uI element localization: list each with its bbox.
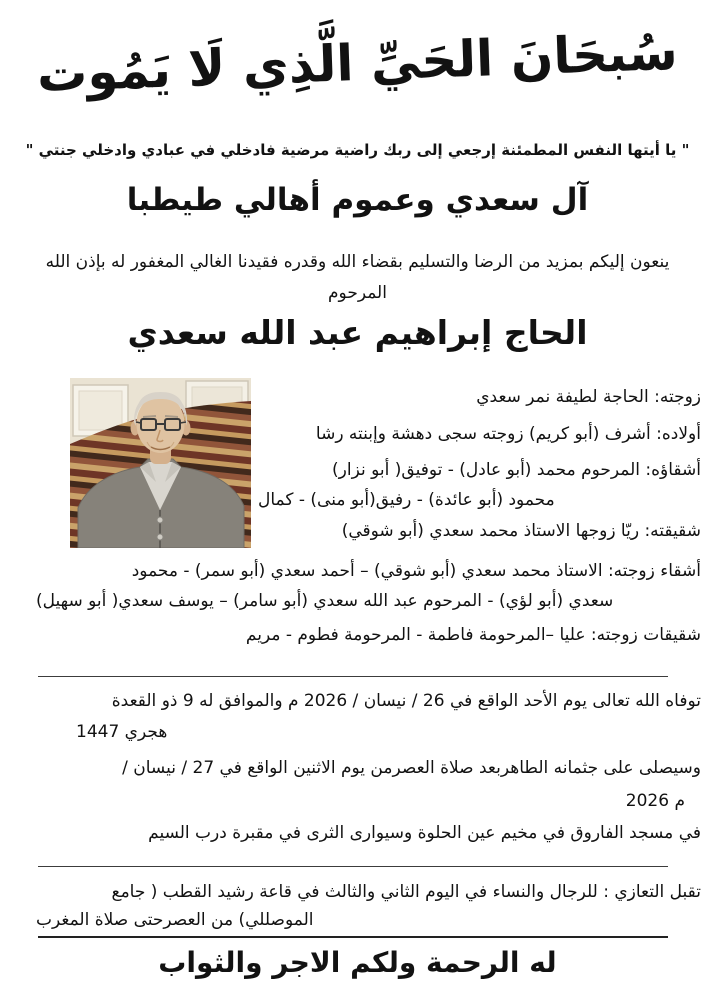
hijri-date-line: 1447 هجري [76, 722, 168, 742]
portrait-illustration [70, 378, 251, 548]
wife-brothers-line-2: سعدي (أبو لؤي) - المرحوم عبد الله سعدي (أبو سامر) – يوسف سعدي( أبو سهيل) [36, 591, 614, 611]
announcement-line-2: المرحوم [328, 283, 387, 303]
brothers-line-1: أشقاؤه: المرحوم محمد (أبو عادل) - توفيق( أبو نزار) [332, 460, 701, 480]
divider-3 [38, 936, 668, 938]
brothers-line-2: محمود (أبو عائدة) - رفيق(أبو منى) - كمال [258, 490, 555, 510]
deceased-name: الحاج إبراهيم عبد الله سعدي [127, 313, 588, 352]
prayer-line: وسيصلى على جثمانه الطاهربعد صلاة العصرمن يوم الاثنين الواقع في 27 / نيسان / [122, 758, 701, 778]
wife-line: زوجته: الحاجة لطيفة نمر سعدي [476, 387, 701, 407]
quran-verse: " يا أيتها النفس المطمئنة إرجعي إلى ربك راضية مرضية فادخلي في عبادي وادخلي جنتي " [25, 141, 690, 159]
prayer-year-line: 2026 م [625, 791, 685, 811]
condolence-line-1: تقبل التعازي : للرجال والنساء في اليوم الثاني والثالث في قاعة رشيد القطب ( جامع [111, 882, 701, 902]
family-title: آل سعدي وعموم أهالي طيطبا [126, 182, 589, 218]
footer-blessing: له الرحمة ولكم الاجر والثواب [158, 946, 557, 979]
burial-place-line: في مسجد الفاروق في مخيم عين الحلوة وسيوارى الثرى في مقبرة درب السيم [148, 823, 701, 843]
deceased-photo [70, 378, 251, 548]
death-date-line: توفاه الله تعالى يوم الأحد الواقع في 26 / نيسان / 2026 م والموافق له 9 ذو القعدة [111, 691, 701, 711]
children-line: أولاده: أشرف (أبو كريم) زوجته سجى دهشة وإبنته رشا [315, 424, 701, 444]
condolence-line-2: الموصللي) من العصرحتى صلاة المغرب [36, 910, 314, 930]
wife-brothers-line-1: أشقاء زوجته: الاستاذ محمد سعدي (أبو شوقي) – أحمد سعدي (أبو سمر) - محمود [131, 561, 701, 581]
divider-1 [38, 676, 668, 677]
calligraphy-banner: سُبحَانَ الحَيِّ الَّذِي لَا يَمُوت [35, 22, 679, 104]
divider-2 [38, 866, 668, 867]
announcement-line-1: ينعون إليكم بمزيد من الرضا والتسليم بقضاء الله وقدره فقيدنا الغالي المغفور له بإذن الله [45, 252, 670, 272]
sister-line: شقيقته: ريّا زوجها الاستاذ محمد سعدي (أبو شوقي) [341, 521, 701, 541]
wife-sisters-line: شقيقات زوجته: عليا –المرحومة فاطمة - المرحومة فطوم - مريم [245, 625, 701, 645]
